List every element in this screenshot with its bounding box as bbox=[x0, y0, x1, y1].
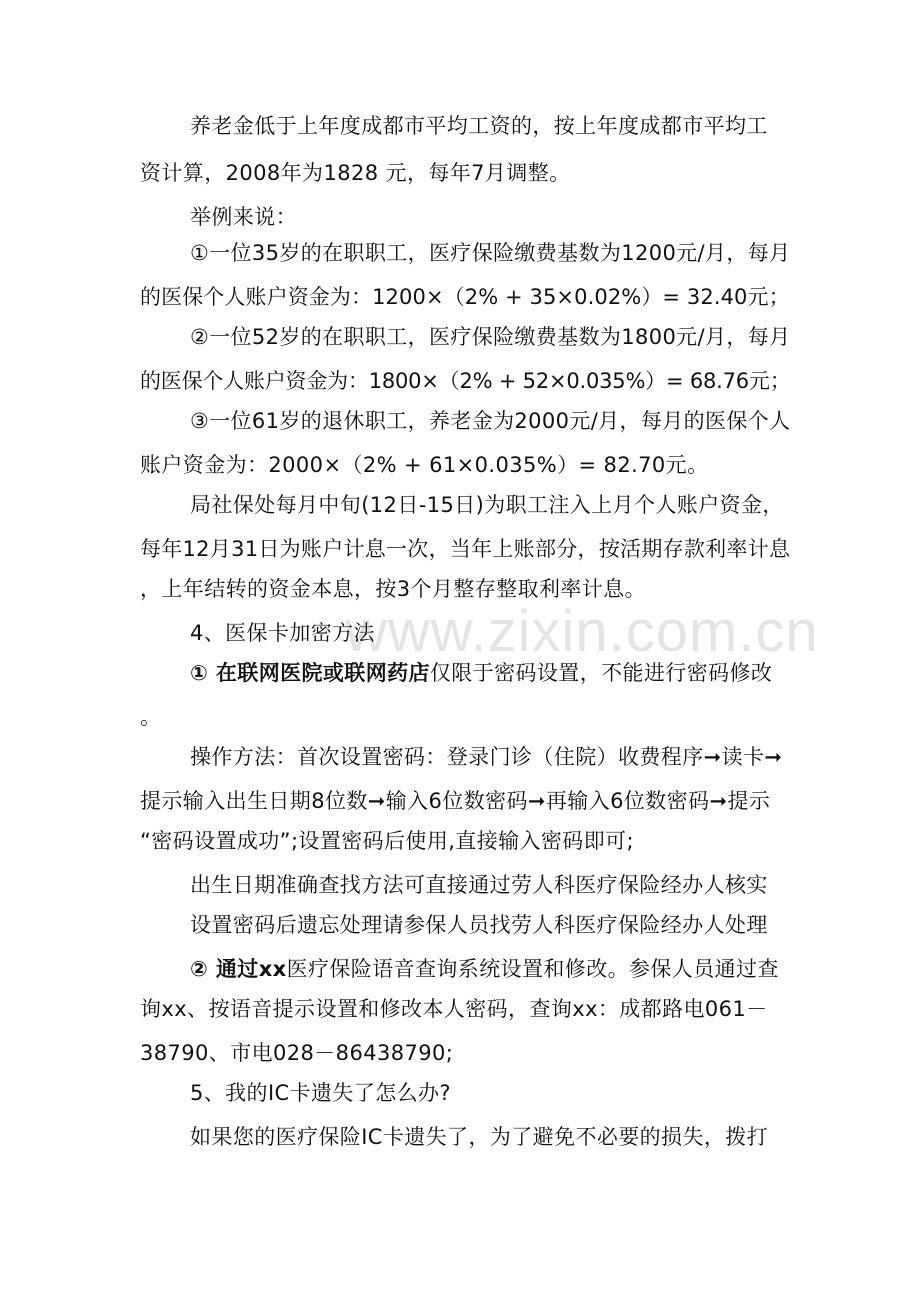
section-heading: 5、我的IC卡遗失了怎么办? bbox=[190, 1081, 451, 1105]
watermark: www.zixin.com.cn bbox=[345, 599, 819, 664]
paragraph-line: 询xx、按语音提示设置和修改本人密码，查询xx：成都路电061－ bbox=[140, 997, 768, 1021]
paragraph-line: ②一位52岁的在职职工，医疗保险缴费基数为1800元/月，每月 bbox=[190, 325, 791, 349]
paragraph-line: 养老金低于上年度成都市平均工资的，按上年度成都市平均工 bbox=[190, 114, 768, 138]
list-item bbox=[190, 659, 772, 687]
list-item-text: 仅限于密码设置，不能进行密码修改 bbox=[429, 661, 773, 685]
paragraph-line: 出生日期准确查找方法可直接通过劳人科医疗保险经办人核实 bbox=[190, 873, 768, 897]
paragraph-line: 资计算，2008年为1828 元，每年7月调整。 bbox=[140, 161, 571, 185]
paragraph-line: 账户资金为：2000×（2% + 61×0.035%）= 82.70元。 bbox=[140, 453, 709, 477]
paragraph-line: 局社保处每月中旬(12日-15日)为职工注入上月个人账户资金， bbox=[190, 493, 784, 517]
list-item bbox=[190, 955, 779, 983]
list-item-bold: ① 在联网医院或联网药店 bbox=[190, 661, 430, 685]
paragraph-line: 如果您的医疗保险IC卡遗失了，为了避免不必要的损失，拨打 bbox=[190, 1125, 769, 1149]
paragraph-line: 提示输入出生日期8位数➞输入6位数密码➞再输入6位数密码➞提示 bbox=[140, 789, 771, 813]
paragraph-line: 设置密码后遗忘处理请参保人员找劳人科医疗保险经办人处理 bbox=[190, 913, 768, 937]
paragraph-line: ③一位61岁的退休职工，养老金为2000元/月，每月的医保个人 bbox=[190, 409, 791, 433]
list-item-text: 医疗保险语音查询系统设置和修改。参保人员通过查 bbox=[286, 957, 779, 981]
paragraph-line: 38790、市电028－86438790; bbox=[140, 1041, 454, 1065]
paragraph-line: 的医保个人账户资金为：1200×（2% + 35×0.02%）= 32.40元； bbox=[140, 285, 790, 309]
paragraph-line: ，上年结转的资金本息，按3个月整存整取利率计息。 bbox=[140, 577, 646, 601]
paragraph-line: 每年12月31日为账户计息一次，当年上账部分，按活期存款利率计息 bbox=[140, 537, 791, 561]
paragraph-line: 的医保个人账户资金为：1800×（2% + 52×0.035%）= 68.76元； bbox=[140, 369, 791, 393]
paragraph-line: 。 bbox=[140, 705, 162, 729]
paragraph-line: 操作方法：首次设置密码：登录门诊（住院）收费程序➞读卡➞ bbox=[190, 745, 783, 769]
paragraph-line: “密码设置成功”;设置密码后使用,直接输入密码即可; bbox=[140, 829, 634, 853]
section-heading: 4、医保卡加密方法 bbox=[190, 621, 375, 645]
paragraph-line: ①一位35岁的在职职工，医疗保险缴费基数为1200元/月，每月 bbox=[190, 241, 791, 265]
paragraph-line: 举例来说： bbox=[190, 205, 297, 229]
list-item-bold: ② 通过xx bbox=[190, 957, 287, 981]
